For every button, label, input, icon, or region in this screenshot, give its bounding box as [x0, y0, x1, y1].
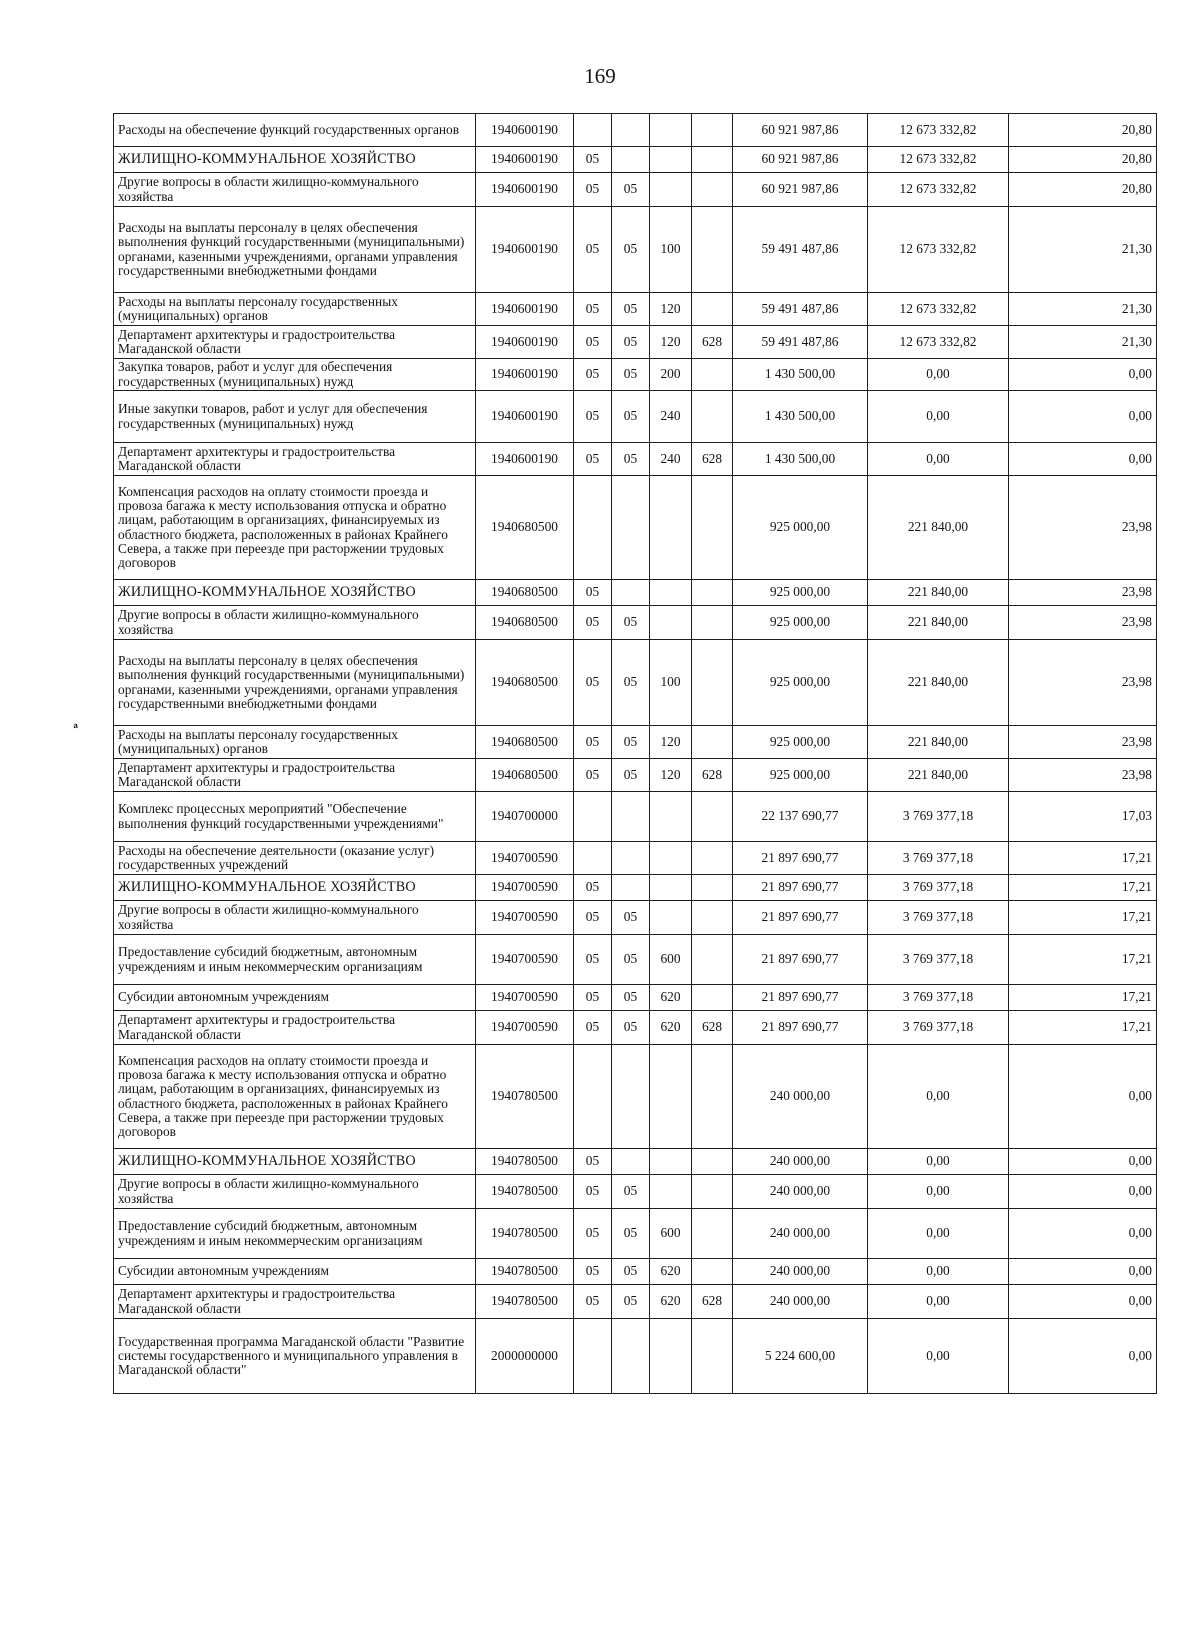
- table-row: [114, 875, 1157, 901]
- row-department-cell: [692, 1175, 733, 1209]
- row-percent-cell: 17,21: [1009, 901, 1157, 935]
- row-name-cell: Расходы на выплаты персоналу в целях обеспечения выполнения функций государственными (муниципальными) органами, казенными учреждениями, органами управления государственными внебюджетными фондами: [114, 640, 476, 726]
- row-plan-amount-cell: 1 430 500,00: [733, 359, 868, 391]
- row-section-cell: 05: [574, 1259, 612, 1285]
- row-subsection-cell: 05: [612, 293, 650, 326]
- row-plan-amount-cell: 240 000,00: [733, 1209, 868, 1259]
- row-section-cell: 05: [574, 606, 612, 640]
- row-fact-amount-cell: 0,00: [868, 1175, 1009, 1209]
- row-plan-amount-cell: 240 000,00: [733, 1045, 868, 1149]
- table-row: [114, 842, 1157, 875]
- row-percent-cell: 23,98: [1009, 759, 1157, 792]
- table-row: [114, 1175, 1157, 1209]
- row-name-cell: Другие вопросы в области жилищно-коммунального хозяйства: [114, 1175, 476, 1209]
- row-name-cell: Расходы на выплаты персоналу в целях обеспечения выполнения функций государственными (муниципальными) органами, казенными учреждениями, органами управления государственными внебюджетными фондами: [114, 207, 476, 293]
- row-fact-amount-cell: 0,00: [868, 1045, 1009, 1149]
- row-fact-amount-cell: 12 673 332,82: [868, 326, 1009, 359]
- row-code-cell: 1940600190: [476, 326, 574, 359]
- row-subsection-cell: 05: [612, 985, 650, 1011]
- table-row: [114, 792, 1157, 842]
- row-plan-amount-cell: 240 000,00: [733, 1175, 868, 1209]
- row-section-cell: 05: [574, 326, 612, 359]
- row-percent-cell: 0,00: [1009, 1285, 1157, 1319]
- row-code-cell: 1940680500: [476, 726, 574, 759]
- row-name-cell: Расходы на обеспечение функций государственных органов: [114, 114, 476, 147]
- row-code-cell: 1940700590: [476, 935, 574, 985]
- row-section-cell: [574, 1319, 612, 1394]
- table-row: [114, 759, 1157, 792]
- row-percent-cell: 23,98: [1009, 726, 1157, 759]
- row-subsection-cell: 05: [612, 173, 650, 207]
- row-section-cell: 05: [574, 1285, 612, 1319]
- row-name-cell: Другие вопросы в области жилищно-коммунального хозяйства: [114, 173, 476, 207]
- row-fact-amount-cell: 221 840,00: [868, 606, 1009, 640]
- row-department-cell: [692, 875, 733, 901]
- row-code-cell: 1940680500: [476, 606, 574, 640]
- row-name-cell: ЖИЛИЩНО-КОММУНАЛЬНОЕ ХОЗЯЙСТВО: [114, 875, 476, 901]
- row-department-cell: [692, 147, 733, 173]
- row-plan-amount-cell: 21 897 690,77: [733, 985, 868, 1011]
- row-fact-amount-cell: 12 673 332,82: [868, 207, 1009, 293]
- table-row: [114, 1149, 1157, 1175]
- row-percent-cell: 20,80: [1009, 114, 1157, 147]
- row-section-cell: 05: [574, 640, 612, 726]
- row-department-cell: 628: [692, 759, 733, 792]
- row-name-cell: Департамент архитектуры и градостроительства Магаданской области: [114, 326, 476, 359]
- row-code-cell: 1940680500: [476, 640, 574, 726]
- row-fact-amount-cell: 0,00: [868, 1209, 1009, 1259]
- row-subsection-cell: 05: [612, 640, 650, 726]
- row-section-cell: 05: [574, 1175, 612, 1209]
- row-name-cell: ЖИЛИЩНО-КОММУНАЛЬНОЕ ХОЗЯЙСТВО: [114, 1149, 476, 1175]
- row-department-cell: [692, 901, 733, 935]
- row-section-cell: 05: [574, 1209, 612, 1259]
- row-percent-cell: 23,98: [1009, 606, 1157, 640]
- row-percent-cell: 0,00: [1009, 443, 1157, 476]
- row-fact-amount-cell: 3 769 377,18: [868, 875, 1009, 901]
- row-subsection-cell: [612, 1045, 650, 1149]
- row-department-cell: [692, 606, 733, 640]
- row-section-cell: 05: [574, 1011, 612, 1045]
- row-code-cell: 1940780500: [476, 1259, 574, 1285]
- table-row: [114, 391, 1157, 443]
- row-expense-type-cell: 120: [650, 759, 692, 792]
- row-plan-amount-cell: 59 491 487,86: [733, 293, 868, 326]
- row-department-cell: [692, 114, 733, 147]
- row-plan-amount-cell: 21 897 690,77: [733, 875, 868, 901]
- row-percent-cell: 21,30: [1009, 207, 1157, 293]
- row-department-cell: [692, 173, 733, 207]
- row-fact-amount-cell: 3 769 377,18: [868, 901, 1009, 935]
- row-percent-cell: 17,21: [1009, 875, 1157, 901]
- row-plan-amount-cell: 925 000,00: [733, 726, 868, 759]
- table-row: [114, 901, 1157, 935]
- row-code-cell: 1940700590: [476, 875, 574, 901]
- row-name-cell: Компенсация расходов на оплату стоимости проезда и провоза багажа к месту использования отпуска и обратно лицам, работающим в организациях, финансируемых из областного бюджета, расположенных в районах Крайнего Севера, а также при переезде при расторжении трудовых договоров: [114, 1045, 476, 1149]
- row-plan-amount-cell: 925 000,00: [733, 580, 868, 606]
- row-plan-amount-cell: 925 000,00: [733, 606, 868, 640]
- row-percent-cell: 20,80: [1009, 147, 1157, 173]
- row-department-cell: [692, 1209, 733, 1259]
- row-code-cell: 1940600190: [476, 443, 574, 476]
- row-section-cell: [574, 1045, 612, 1149]
- row-name-cell: Компенсация расходов на оплату стоимости проезда и провоза багажа к месту использования отпуска и обратно лицам, работающим в организациях, финансируемых из областного бюджета, расположенных в районах Крайнего Севера, а также при переезде при расторжении трудовых договоров: [114, 476, 476, 580]
- row-percent-cell: 0,00: [1009, 1149, 1157, 1175]
- row-subsection-cell: 05: [612, 935, 650, 985]
- row-department-cell: 628: [692, 326, 733, 359]
- row-expense-type-cell: [650, 1149, 692, 1175]
- row-plan-amount-cell: 22 137 690,77: [733, 792, 868, 842]
- row-code-cell: 1940780500: [476, 1209, 574, 1259]
- row-section-cell: [574, 114, 612, 147]
- row-plan-amount-cell: 60 921 987,86: [733, 147, 868, 173]
- row-section-cell: 05: [574, 293, 612, 326]
- row-section-cell: 05: [574, 173, 612, 207]
- table-row: [114, 173, 1157, 207]
- row-expense-type-cell: 620: [650, 1259, 692, 1285]
- row-name-cell: Субсидии автономным учреждениям: [114, 1259, 476, 1285]
- row-fact-amount-cell: 12 673 332,82: [868, 293, 1009, 326]
- table-row: [114, 1285, 1157, 1319]
- row-plan-amount-cell: 60 921 987,86: [733, 173, 868, 207]
- row-percent-cell: 17,21: [1009, 842, 1157, 875]
- row-expense-type-cell: 120: [650, 326, 692, 359]
- row-expense-type-cell: 600: [650, 1209, 692, 1259]
- row-department-cell: [692, 842, 733, 875]
- row-subsection-cell: 05: [612, 759, 650, 792]
- row-percent-cell: 23,98: [1009, 476, 1157, 580]
- row-subsection-cell: 05: [612, 901, 650, 935]
- row-name-cell: Департамент архитектуры и градостроительства Магаданской области: [114, 759, 476, 792]
- row-percent-cell: 23,98: [1009, 640, 1157, 726]
- row-department-cell: [692, 1045, 733, 1149]
- row-department-cell: [692, 359, 733, 391]
- row-name-cell: Расходы на выплаты персоналу государственных (муниципальных) органов: [114, 726, 476, 759]
- row-percent-cell: 21,30: [1009, 293, 1157, 326]
- row-expense-type-cell: [650, 114, 692, 147]
- row-fact-amount-cell: 221 840,00: [868, 476, 1009, 580]
- row-fact-amount-cell: 221 840,00: [868, 759, 1009, 792]
- row-department-cell: 628: [692, 1011, 733, 1045]
- row-code-cell: 2000000000: [476, 1319, 574, 1394]
- row-percent-cell: 0,00: [1009, 1209, 1157, 1259]
- row-section-cell: 05: [574, 901, 612, 935]
- row-department-cell: [692, 792, 733, 842]
- row-name-cell: Расходы на выплаты персоналу государственных (муниципальных) органов: [114, 293, 476, 326]
- row-plan-amount-cell: 240 000,00: [733, 1285, 868, 1319]
- row-plan-amount-cell: 240 000,00: [733, 1149, 868, 1175]
- row-code-cell: 1940600190: [476, 391, 574, 443]
- row-expense-type-cell: [650, 901, 692, 935]
- row-section-cell: 05: [574, 391, 612, 443]
- table-row: [114, 935, 1157, 985]
- row-fact-amount-cell: 12 673 332,82: [868, 147, 1009, 173]
- row-expense-type-cell: [650, 1319, 692, 1394]
- row-subsection-cell: [612, 792, 650, 842]
- row-percent-cell: 0,00: [1009, 1259, 1157, 1285]
- row-plan-amount-cell: 21 897 690,77: [733, 842, 868, 875]
- row-plan-amount-cell: 240 000,00: [733, 1259, 868, 1285]
- row-name-cell: Департамент архитектуры и градостроительства Магаданской области: [114, 1011, 476, 1045]
- row-fact-amount-cell: 3 769 377,18: [868, 1011, 1009, 1045]
- row-code-cell: 1940700590: [476, 842, 574, 875]
- margin-mark: ᵃ: [72, 719, 80, 737]
- row-fact-amount-cell: 0,00: [868, 359, 1009, 391]
- row-fact-amount-cell: 0,00: [868, 443, 1009, 476]
- table-row: [114, 1319, 1157, 1394]
- row-subsection-cell: 05: [612, 359, 650, 391]
- row-section-cell: 05: [574, 1149, 612, 1175]
- row-plan-amount-cell: 59 491 487,86: [733, 207, 868, 293]
- row-expense-type-cell: [650, 147, 692, 173]
- row-section-cell: 05: [574, 875, 612, 901]
- row-subsection-cell: [612, 114, 650, 147]
- table-row: [114, 1011, 1157, 1045]
- row-code-cell: 1940600190: [476, 359, 574, 391]
- row-subsection-cell: [612, 1319, 650, 1394]
- table-row: [114, 640, 1157, 726]
- table-row: [114, 147, 1157, 173]
- row-department-cell: [692, 1149, 733, 1175]
- row-section-cell: [574, 792, 612, 842]
- row-plan-amount-cell: 5 224 600,00: [733, 1319, 868, 1394]
- row-name-cell: Иные закупки товаров, работ и услуг для обеспечения государственных (муниципальных) нужд: [114, 391, 476, 443]
- row-section-cell: 05: [574, 443, 612, 476]
- row-percent-cell: 17,21: [1009, 935, 1157, 985]
- row-plan-amount-cell: 1 430 500,00: [733, 443, 868, 476]
- row-name-cell: ЖИЛИЩНО-КОММУНАЛЬНОЕ ХОЗЯЙСТВО: [114, 147, 476, 173]
- row-department-cell: [692, 1259, 733, 1285]
- row-expense-type-cell: [650, 606, 692, 640]
- row-fact-amount-cell: 3 769 377,18: [868, 935, 1009, 985]
- row-name-cell: ЖИЛИЩНО-КОММУНАЛЬНОЕ ХОЗЯЙСТВО: [114, 580, 476, 606]
- row-name-cell: Комплекс процессных мероприятий "Обеспечение выполнения функций государственными учреждениями": [114, 792, 476, 842]
- row-expense-type-cell: [650, 792, 692, 842]
- row-code-cell: 1940600190: [476, 207, 574, 293]
- row-section-cell: [574, 476, 612, 580]
- row-code-cell: 1940680500: [476, 476, 574, 580]
- row-subsection-cell: 05: [612, 606, 650, 640]
- row-subsection-cell: 05: [612, 1285, 650, 1319]
- row-percent-cell: 0,00: [1009, 1175, 1157, 1209]
- row-subsection-cell: [612, 476, 650, 580]
- row-name-cell: Государственная программа Магаданской области "Развитие системы государственного и муниципального управления в Магаданской области": [114, 1319, 476, 1394]
- row-expense-type-cell: [650, 580, 692, 606]
- row-department-cell: 628: [692, 1285, 733, 1319]
- row-section-cell: 05: [574, 147, 612, 173]
- row-plan-amount-cell: 60 921 987,86: [733, 114, 868, 147]
- row-name-cell: Расходы на обеспечение деятельности (оказание услуг) государственных учреждений: [114, 842, 476, 875]
- table-row: [114, 1259, 1157, 1285]
- row-plan-amount-cell: 21 897 690,77: [733, 1011, 868, 1045]
- table-row: [114, 293, 1157, 326]
- row-department-cell: [692, 726, 733, 759]
- row-section-cell: 05: [574, 207, 612, 293]
- row-percent-cell: 23,98: [1009, 580, 1157, 606]
- table-row: [114, 726, 1157, 759]
- row-expense-type-cell: 240: [650, 443, 692, 476]
- row-percent-cell: 17,21: [1009, 1011, 1157, 1045]
- row-expense-type-cell: [650, 875, 692, 901]
- row-plan-amount-cell: 21 897 690,77: [733, 901, 868, 935]
- row-fact-amount-cell: 0,00: [868, 1285, 1009, 1319]
- row-code-cell: 1940600190: [476, 147, 574, 173]
- row-expense-type-cell: 620: [650, 1011, 692, 1045]
- row-expense-type-cell: 620: [650, 1285, 692, 1319]
- row-name-cell: Субсидии автономным учреждениям: [114, 985, 476, 1011]
- row-expense-type-cell: 200: [650, 359, 692, 391]
- row-fact-amount-cell: 0,00: [868, 1319, 1009, 1394]
- table-row: [114, 476, 1157, 580]
- row-department-cell: [692, 640, 733, 726]
- row-subsection-cell: 05: [612, 726, 650, 759]
- row-expense-type-cell: [650, 173, 692, 207]
- row-fact-amount-cell: 12 673 332,82: [868, 173, 1009, 207]
- row-expense-type-cell: 100: [650, 207, 692, 293]
- row-percent-cell: 0,00: [1009, 359, 1157, 391]
- row-section-cell: 05: [574, 759, 612, 792]
- row-expense-type-cell: 240: [650, 391, 692, 443]
- row-code-cell: 1940780500: [476, 1045, 574, 1149]
- row-name-cell: Предоставление субсидий бюджетным, автономным учреждениям и иным некоммерческим организациям: [114, 935, 476, 985]
- row-fact-amount-cell: 12 673 332,82: [868, 114, 1009, 147]
- row-subsection-cell: [612, 1149, 650, 1175]
- row-code-cell: 1940700590: [476, 1011, 574, 1045]
- row-expense-type-cell: [650, 476, 692, 580]
- row-subsection-cell: 05: [612, 207, 650, 293]
- row-department-cell: [692, 476, 733, 580]
- table-row: [114, 1045, 1157, 1149]
- row-department-cell: [692, 391, 733, 443]
- row-section-cell: [574, 842, 612, 875]
- row-code-cell: 1940780500: [476, 1175, 574, 1209]
- table-row: [114, 606, 1157, 640]
- table-row: [114, 1209, 1157, 1259]
- row-department-cell: [692, 985, 733, 1011]
- row-code-cell: 1940780500: [476, 1285, 574, 1319]
- row-department-cell: [692, 207, 733, 293]
- row-section-cell: 05: [574, 726, 612, 759]
- row-section-cell: 05: [574, 985, 612, 1011]
- row-subsection-cell: 05: [612, 1175, 650, 1209]
- table-row: [114, 359, 1157, 391]
- table-row: [114, 207, 1157, 293]
- row-code-cell: 1940680500: [476, 759, 574, 792]
- row-expense-type-cell: 120: [650, 293, 692, 326]
- row-fact-amount-cell: 3 769 377,18: [868, 792, 1009, 842]
- row-percent-cell: 17,03: [1009, 792, 1157, 842]
- row-expense-type-cell: 620: [650, 985, 692, 1011]
- row-code-cell: 1940680500: [476, 580, 574, 606]
- page-number: 169: [584, 64, 616, 88]
- row-percent-cell: 20,80: [1009, 173, 1157, 207]
- row-department-cell: [692, 1319, 733, 1394]
- row-subsection-cell: [612, 147, 650, 173]
- row-department-cell: [692, 580, 733, 606]
- row-plan-amount-cell: 925 000,00: [733, 476, 868, 580]
- table-row: [114, 985, 1157, 1011]
- row-code-cell: 1940600190: [476, 114, 574, 147]
- row-subsection-cell: [612, 875, 650, 901]
- row-expense-type-cell: [650, 1045, 692, 1149]
- row-fact-amount-cell: 0,00: [868, 1149, 1009, 1175]
- row-fact-amount-cell: 0,00: [868, 1259, 1009, 1285]
- row-percent-cell: 21,30: [1009, 326, 1157, 359]
- row-percent-cell: 0,00: [1009, 391, 1157, 443]
- row-subsection-cell: [612, 842, 650, 875]
- row-fact-amount-cell: 0,00: [868, 391, 1009, 443]
- row-subsection-cell: 05: [612, 1011, 650, 1045]
- row-plan-amount-cell: 21 897 690,77: [733, 935, 868, 985]
- table-row: [114, 443, 1157, 476]
- row-fact-amount-cell: 221 840,00: [868, 640, 1009, 726]
- row-subsection-cell: [612, 580, 650, 606]
- row-plan-amount-cell: 925 000,00: [733, 640, 868, 726]
- row-code-cell: 1940700590: [476, 985, 574, 1011]
- row-expense-type-cell: [650, 842, 692, 875]
- row-percent-cell: 0,00: [1009, 1319, 1157, 1394]
- row-expense-type-cell: 120: [650, 726, 692, 759]
- row-section-cell: 05: [574, 580, 612, 606]
- row-plan-amount-cell: 925 000,00: [733, 759, 868, 792]
- table-row: [114, 114, 1157, 147]
- row-fact-amount-cell: 221 840,00: [868, 580, 1009, 606]
- row-name-cell: Другие вопросы в области жилищно-коммунального хозяйства: [114, 901, 476, 935]
- table-row: [114, 326, 1157, 359]
- row-name-cell: Департамент архитектуры и градостроительства Магаданской области: [114, 1285, 476, 1319]
- row-subsection-cell: 05: [612, 391, 650, 443]
- row-subsection-cell: 05: [612, 1209, 650, 1259]
- row-name-cell: Департамент архитектуры и градостроительства Магаданской области: [114, 443, 476, 476]
- row-percent-cell: 0,00: [1009, 1045, 1157, 1149]
- row-section-cell: 05: [574, 359, 612, 391]
- row-code-cell: 1940700000: [476, 792, 574, 842]
- row-code-cell: 1940600190: [476, 293, 574, 326]
- row-fact-amount-cell: 3 769 377,18: [868, 985, 1009, 1011]
- row-code-cell: 1940700590: [476, 901, 574, 935]
- row-section-cell: 05: [574, 935, 612, 985]
- row-department-cell: [692, 935, 733, 985]
- row-code-cell: 1940780500: [476, 1149, 574, 1175]
- row-fact-amount-cell: 221 840,00: [868, 726, 1009, 759]
- row-subsection-cell: 05: [612, 1259, 650, 1285]
- table-row: [114, 580, 1157, 606]
- row-department-cell: 628: [692, 443, 733, 476]
- budget-table: [113, 113, 1157, 1394]
- row-percent-cell: 17,21: [1009, 985, 1157, 1011]
- row-expense-type-cell: 100: [650, 640, 692, 726]
- row-name-cell: Другие вопросы в области жилищно-коммунального хозяйства: [114, 606, 476, 640]
- row-plan-amount-cell: 1 430 500,00: [733, 391, 868, 443]
- row-expense-type-cell: [650, 1175, 692, 1209]
- row-name-cell: Закупка товаров, работ и услуг для обеспечения государственных (муниципальных) нужд: [114, 359, 476, 391]
- row-plan-amount-cell: 59 491 487,86: [733, 326, 868, 359]
- row-subsection-cell: 05: [612, 443, 650, 476]
- row-expense-type-cell: 600: [650, 935, 692, 985]
- row-fact-amount-cell: 3 769 377,18: [868, 842, 1009, 875]
- budget-table-body: [114, 114, 1157, 1394]
- row-department-cell: [692, 293, 733, 326]
- row-name-cell: Предоставление субсидий бюджетным, автономным учреждениям и иным некоммерческим организациям: [114, 1209, 476, 1259]
- row-subsection-cell: 05: [612, 326, 650, 359]
- row-code-cell: 1940600190: [476, 173, 574, 207]
